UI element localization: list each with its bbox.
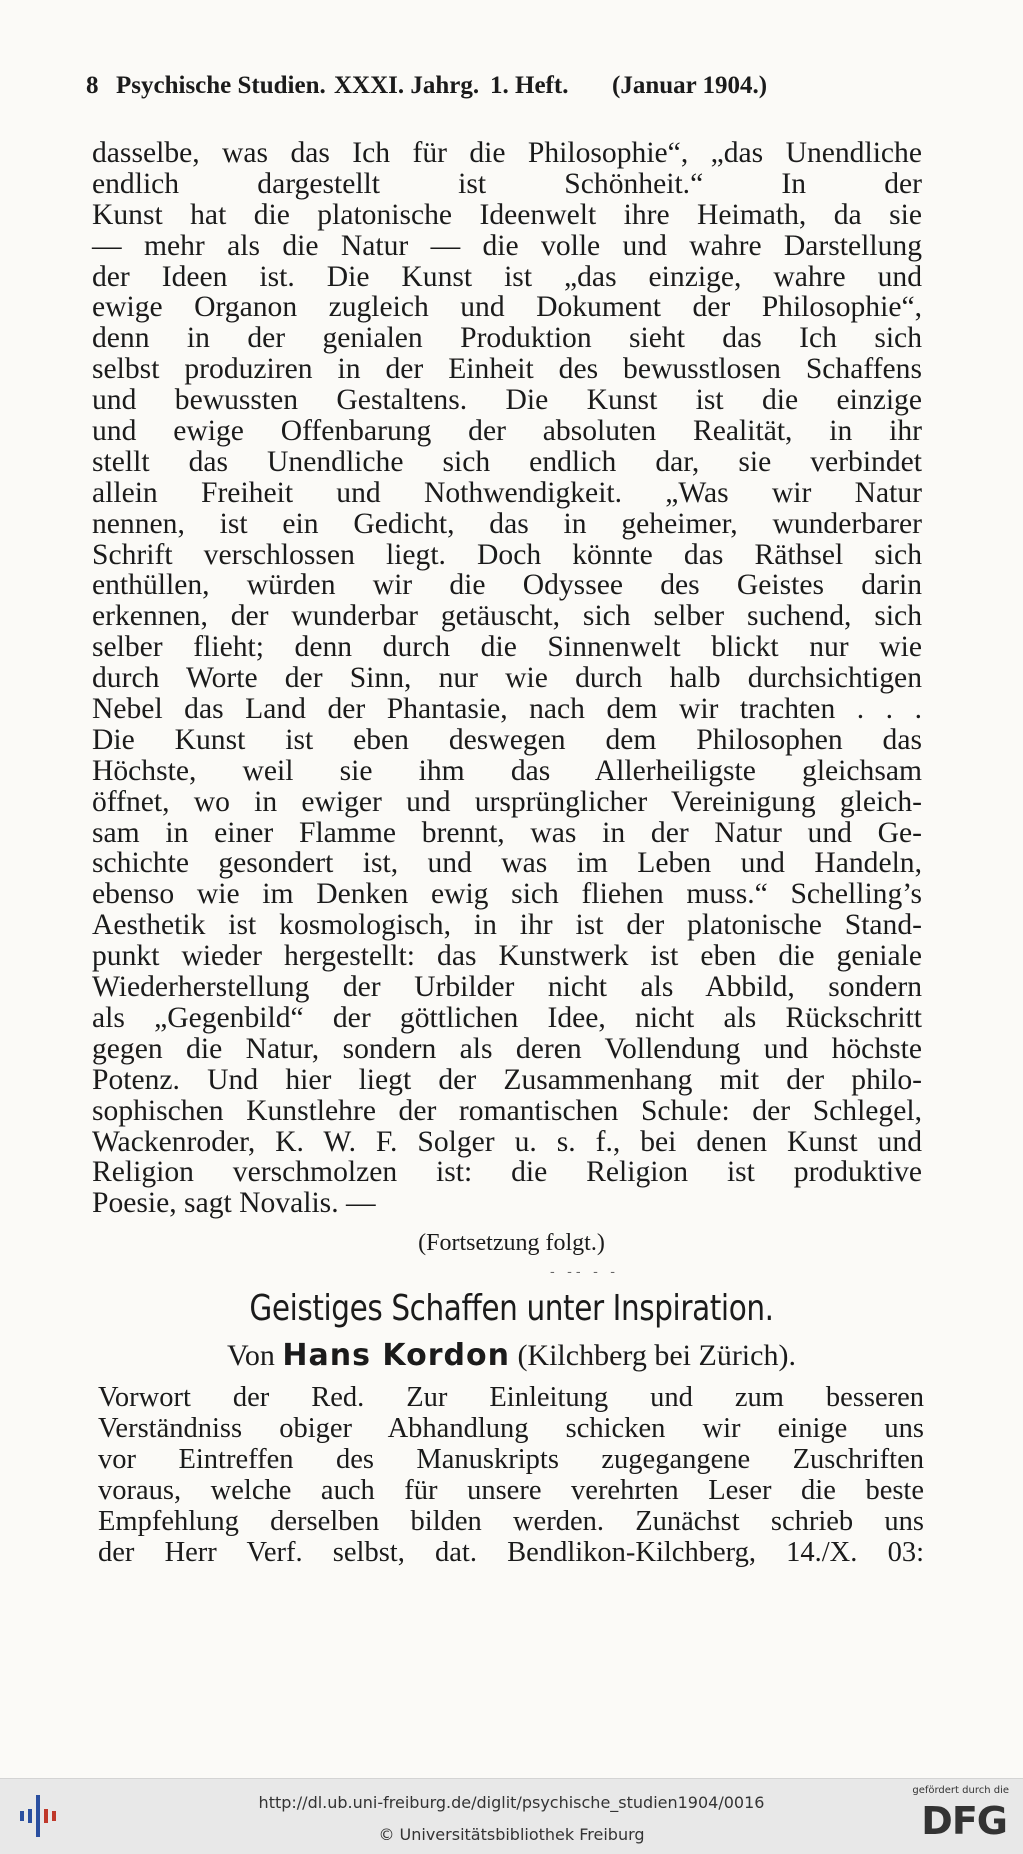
volume: XXXI. Jahrg. [334, 72, 480, 99]
journal-title: Psychische Studien. [116, 72, 326, 99]
text-line: schichte gesondert ist, und was im Leben und Handeln, [92, 847, 922, 880]
text-line: Potenz. Und hier liegt der Zusammenhang mit der philo- [92, 1063, 922, 1096]
text-line: sam in einer Flamme brennt, was in der Natur und Ge- [92, 816, 922, 849]
text-line: gegen die Natur, sondern als deren Vollendung und höchste [92, 1032, 922, 1065]
editor-preface [98, 1382, 924, 1568]
text-line: Religion verschmolzen ist: die Religion ist produktive [92, 1156, 922, 1189]
text-line: durch Worte der Sinn, nur wie durch halb durchsichtigen [92, 662, 922, 695]
text-line: Wackenroder, K. W. F. Solger u. s. f., bei denen Kunst und [92, 1125, 922, 1158]
funder-caption: gefördert durch die [912, 1785, 1009, 1796]
footer-copyright: © Universitätsbibliothek Freiburg [378, 1825, 645, 1844]
text-line: punkt wieder hergestellt: das Kunstwerk ist eben die geniale [92, 940, 922, 973]
separator: - -- - - [550, 1264, 620, 1280]
text-line: dasselbe, was das Ich für die Philosophie“, „das Unendliche [92, 137, 922, 169]
text-line: denn in der genialen Produktion sieht das Ich sich [92, 322, 922, 355]
text-line: als „Gegenbild“ der göttlichen Idee, nicht als Rückschritt [92, 1001, 922, 1034]
page-number: 8 [86, 72, 99, 99]
text-line: Nebel das Land der Phantasie, nach dem wir trachten . . . [92, 693, 922, 726]
byline-prefix: Von [227, 1339, 275, 1372]
text-line: der Ideen ist. Die Kunst ist „das einzige, wahre und [92, 260, 922, 293]
preface-line: Vorwort der Red. Zur Einleitung und zum besseren [98, 1382, 924, 1413]
issue: 1. Heft. [490, 72, 569, 99]
text-line: endlich dargestellt ist Schönheit.“ In der [92, 167, 922, 200]
text-line: ewige Organon zugleich und Dokument der Philosophie“, [92, 291, 922, 324]
article-title: Geistiges Schaffen unter Inspiration. [249, 1288, 774, 1329]
text-line: sophischen Kunstlehre der romantischen Schule: der Schlegel, [92, 1094, 922, 1127]
issue-date: (Januar 1904.) [612, 72, 768, 99]
byline-location: (Kilchberg bei Zürich). [517, 1339, 796, 1372]
body-text [92, 138, 922, 1219]
text-line: Die Kunst ist eben deswegen dem Philosophen das [92, 723, 922, 756]
author-name: Hans Kordon [282, 1338, 510, 1373]
text-line: öffnet, wo in ewiger und ursprünglicher Vereinigung gleich- [92, 785, 922, 818]
text-line: nennen, ist ein Gedicht, das in geheimer, wunderbarer [92, 507, 922, 540]
funder-logo: DFG [921, 1799, 1007, 1843]
preface-line: Empfehlung derselben bilden werden. Zunächst schrieb uns [98, 1506, 924, 1537]
footer-bar [0, 1778, 1023, 1854]
dfg-logo-icon [899, 1785, 1009, 1849]
text-line: stellt das Unendliche sich endlich dar, sie verbindet [92, 445, 922, 478]
text-line: erkennen, der wunderbar getäuscht, sich selber suchend, sich [92, 600, 922, 633]
text-line: selbst produziren in der Einheit des bewusstlosen Schaffens [92, 353, 922, 386]
text-line: Schrift verschlossen liegt. Doch könnte das Räthsel sich [92, 538, 922, 571]
preface-line: der Herr Verf. selbst, dat. Bendlikon-Kilchberg, 14./X. 03: [98, 1537, 924, 1568]
text-line: allein Freiheit und Nothwendigkeit. „Was wir Natur [92, 476, 922, 509]
preface-line: vor Eintreffen des Manuskripts zugegangene Zuschriften [98, 1444, 924, 1475]
text-line: und ewige Offenbarung der absoluten Realität, in ihr [92, 415, 922, 448]
text-line: selber flieht; denn durch die Sinnenwelt blickt nur wie [92, 631, 922, 664]
text-line: Wiederherstellung der Urbilder nicht als Abbild, sondern [92, 971, 922, 1004]
text-line: — mehr als die Natur — die volle und wahre Darstellung [92, 229, 922, 262]
footer-url[interactable]: http://dl.ub.uni-freiburg.de/diglit/psychische_studien1904/0016 [258, 1793, 765, 1812]
running-header [86, 72, 926, 112]
preface-line: voraus, welche auch für unsere verehrten Leser die beste [98, 1475, 924, 1506]
text-line: Aesthetik ist kosmologisch, in ihr ist der platonische Stand- [92, 909, 922, 942]
byline [0, 1338, 1023, 1373]
preface-line: Verständniss obiger Abhandlung schicken wir einige uns [98, 1413, 924, 1444]
text-line: Kunst hat die platonische Ideenwelt ihre Heimath, da sie [92, 198, 922, 231]
text-line: Poesie, sagt Novalis. — [92, 1187, 376, 1220]
text-line: enthüllen, würden wir die Odyssee des Geistes darin [92, 569, 922, 602]
text-line: ebenso wie im Denken ewig sich fliehen muss.“ Schelling’s [92, 878, 922, 911]
text-line: und bewussten Gestaltens. Die Kunst ist die einzige [92, 384, 922, 417]
continued-note: (Fortsetzung folgt.) [418, 1230, 605, 1256]
text-line: Höchste, weil sie ihm das Allerheiligste gleichsam [92, 754, 922, 787]
